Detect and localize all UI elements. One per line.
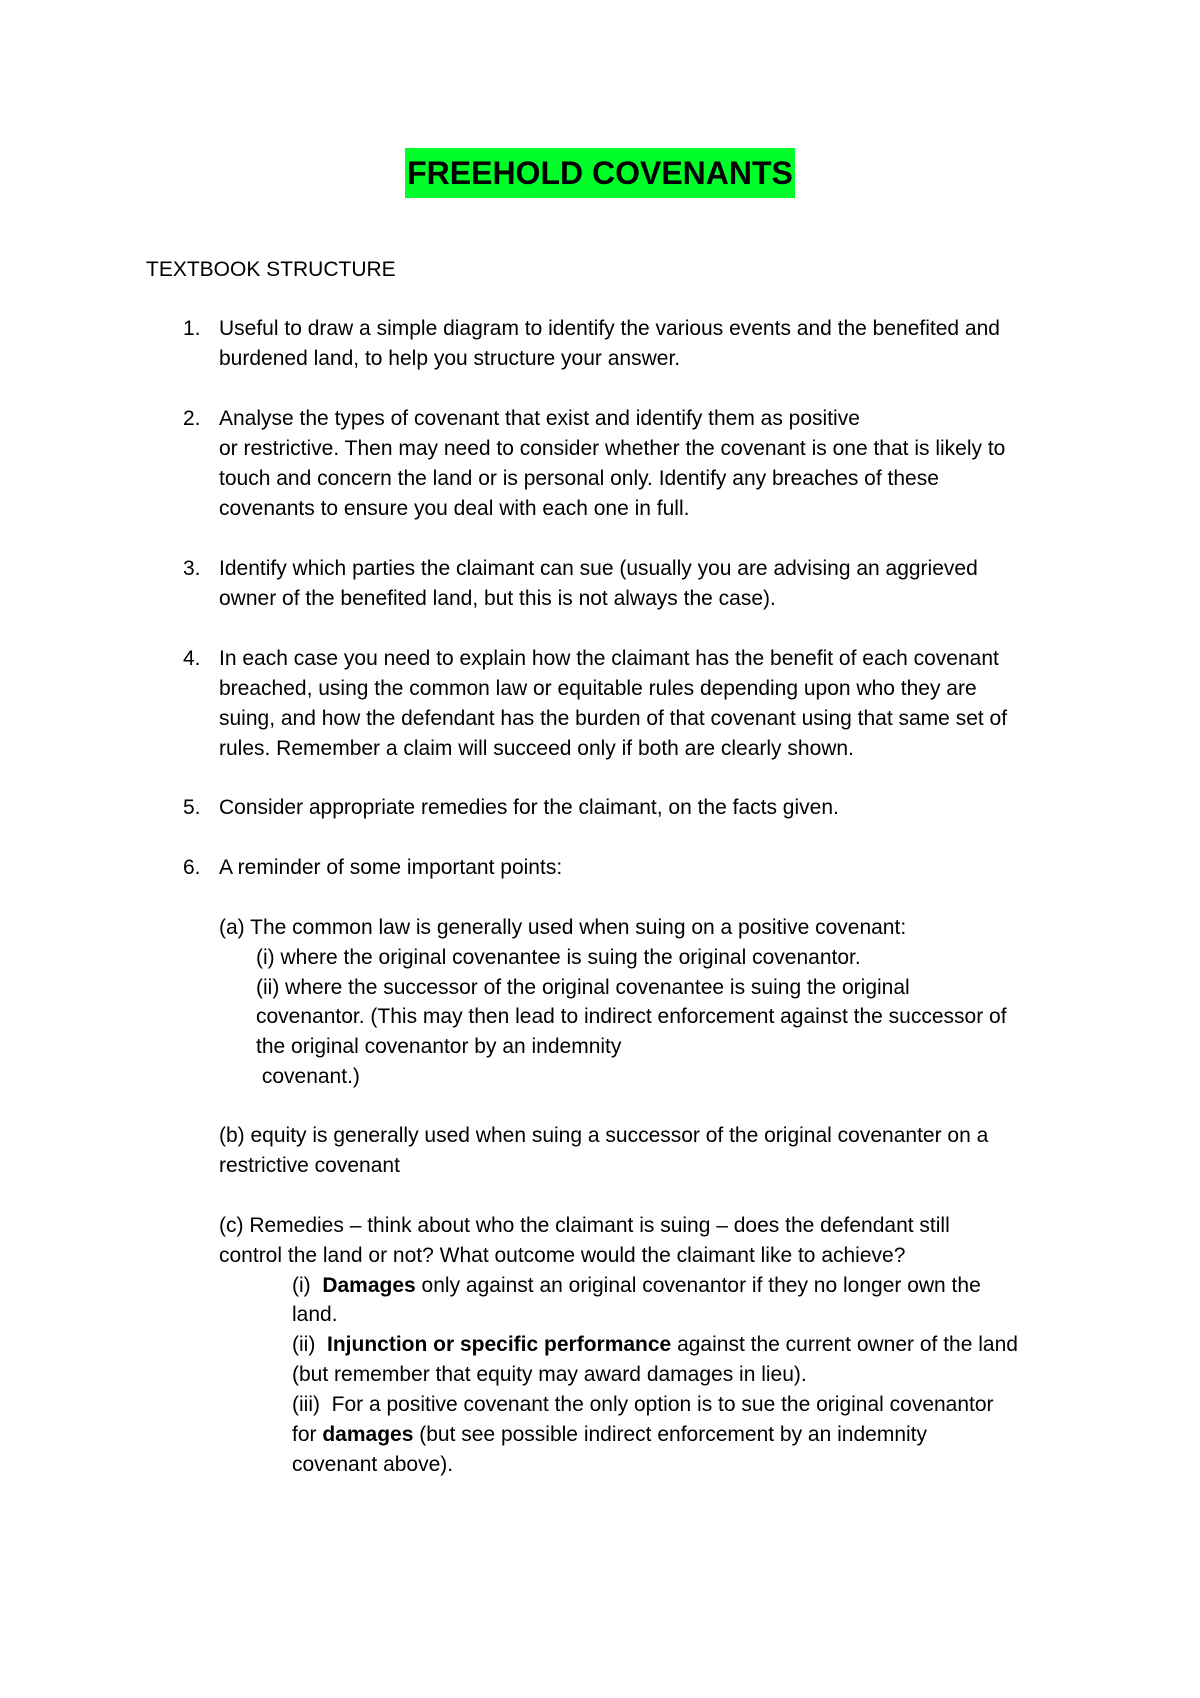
point-c-i-prefix: (i) [292,1274,323,1297]
section-heading: TEXTBOOK STRUCTURE [146,258,396,281]
point-a-ii-line: (ii) where the successor of the original covenantee is suing the original [256,976,910,999]
point-a-i: (i) where the original covenantee is suing the original covenantor. [256,946,861,969]
point-c-iii-line3: covenant above). [292,1453,454,1476]
point-c-ii-prefix: (ii) [292,1333,327,1356]
point-a-ii-line: covenant.) [256,1065,360,1088]
point-c-ii-bold: Injunction or specific performance [327,1333,672,1356]
item-number: 2. [183,407,201,430]
item-text-line: covenants to ensure you deal with each one in full. [219,497,690,520]
item-text-line: rules. Remember a claim will succeed only if both are clearly shown. [219,737,854,760]
item-number: 1. [183,317,201,340]
point-a-ii-line: the original covenantor by an indemnity [256,1035,622,1058]
item-number: 5. [183,796,201,819]
point-c-i-line2: land. [292,1303,338,1326]
point-c-ii-line2: (but remember that equity may award damages in lieu). [292,1363,807,1386]
point-c-iii-line1: (iii) For a positive covenant the only option is to sue the original covenantor [292,1393,994,1416]
item-text-line: Consider appropriate remedies for the claimant, on the facts given. [219,796,839,819]
title-block [0,148,1200,198]
point-a-ii-line: covenantor. (This may then lead to indirect enforcement against the successor of [256,1005,1007,1028]
item-text-line: Identify which parties the claimant can sue (usually you are advising an aggrieved [219,557,978,580]
point-b-line: (b) equity is generally used when suing a successor of the original covenanter on a [219,1124,989,1147]
item-number: 4. [183,647,201,670]
point-c-i-line [292,1271,981,1301]
item-text-line: burdened land, to help you structure your answer. [219,347,681,370]
point-c-line: (c) Remedies – think about who the claimant is suing – does the defendant still [219,1214,950,1237]
point-c-iii-line2 [292,1420,927,1450]
item-number: 3. [183,557,201,580]
item-number: 6. [183,856,201,879]
item-text-line: breached, using the common law or equitable rules depending upon who they are [219,677,977,700]
point-c-ii-rest: against the current owner of the land [671,1333,1018,1356]
point-b-line: restrictive covenant [219,1154,400,1177]
point-c-line: control the land or not? What outcome would the claimant like to achieve? [219,1244,906,1267]
point-c-i-bold: Damages [322,1274,416,1297]
item-text-line: Useful to draw a simple diagram to identify the various events and the benefited and [219,317,1000,340]
item-text-line: touch and concern the land or is personal only. Identify any breaches of these [219,467,939,490]
point-a-heading: (a) The common law is generally used when suing on a positive covenant: [219,916,907,939]
item-text-line: owner of the benefited land, but this is not always the case). [219,587,776,610]
item-text-line: or restrictive. Then may need to consider whether the covenant is one that is likely to [219,437,1006,460]
point-c-iii-bold: damages [322,1423,414,1446]
point-c-ii-line [292,1330,1018,1360]
item-text-line: Analyse the types of covenant that exist and identify them as positive [219,407,860,430]
item-text-line: suing, and how the defendant has the burden of that covenant using that same set of [219,707,1008,730]
point-c-i-rest: only against an original covenantor if they no longer own the [415,1274,981,1297]
point-c-iii-rest: (but see possible indirect enforcement by an indemnity [413,1423,927,1446]
item-text-line: In each case you need to explain how the claimant has the benefit of each covenant [219,647,999,670]
page-title: FREEHOLD COVENANTS [405,148,795,198]
point-c-iii-prefix: for [292,1423,323,1446]
item-text-line: A reminder of some important points: [219,856,563,879]
